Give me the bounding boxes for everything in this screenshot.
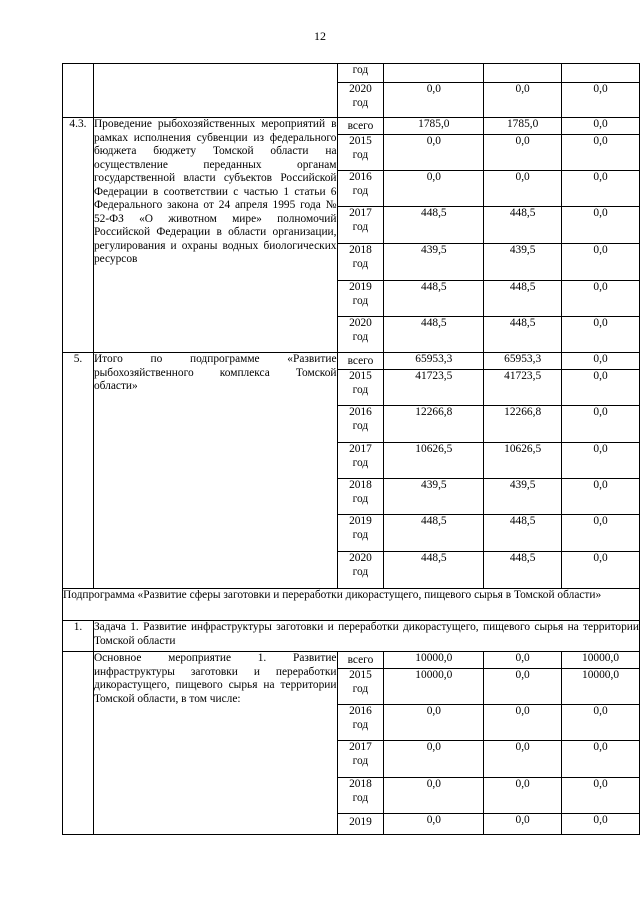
value-total: 0,0 [384,171,484,207]
value-regional: 439,5 [484,244,562,281]
value-total: 0,0 [384,778,484,814]
year-cell [337,171,384,207]
year-suffix: год [352,148,369,161]
value-total: 10626,5 [384,443,484,479]
year-suffix: год [352,330,369,343]
year-cell [337,281,384,317]
year-cell [337,705,384,741]
value-total: 12266,8 [384,406,484,443]
value-regional: 0,0 [484,778,562,814]
value-regional: 448,5 [484,207,562,244]
item-4-3-description: Проведение рыбохозяйственных мероприятий в рамках исполнения субвенции из федерального бюджета бюджету Томской области на осуществление переданных органам государственной власти субъектов Российской Федерации в соответствии с частью 1 статьи 6 Федерального закона от 24 апреля 1995 года № 52-ФЗ «О животном мире» полномочий Российской Федерации в области организации, регулирования и охраны водных биологических ресурсов [93,118,337,353]
year-cell [337,370,384,406]
year-label: 2015 [349,370,372,382]
year-cell [337,353,384,370]
year-suffix: год [352,257,369,270]
value-total: 0,0 [384,83,484,118]
year-suffix: год [352,565,369,578]
year-cell [337,652,384,669]
year-cell [337,244,384,281]
value-other: 10000,0 [562,652,640,669]
value-other: 0,0 [562,552,640,589]
task-title: Задача 1. Развитие инфраструктуры заготовки и переработки дикорастущего, пищевого сырья на территории Томской области [93,621,639,652]
item-4-3-number: 4.3. [63,118,94,353]
year-suffix: год [352,220,369,233]
value-other: 0,0 [562,353,640,370]
year-cell [337,552,384,589]
value-regional: 448,5 [484,317,562,353]
row-number [63,64,94,118]
budget-table-body [63,64,640,835]
value-regional: 448,5 [484,552,562,589]
event-1-number [63,652,94,835]
value-other: 0,0 [562,135,640,171]
value-total: 1785,0 [384,118,484,135]
year-label: 2019 [349,281,372,293]
value-regional [484,64,562,83]
year-cell [337,778,384,814]
value-other: 10000,0 [562,669,640,705]
budget-table [62,63,640,835]
table-row [63,353,640,370]
year-label: 2017 [349,443,372,455]
item-5-description: Итого по подпрограмме «Развитие рыбохозяйственного комплекса Томской области» [93,353,337,589]
year-cell [337,118,384,135]
year-label: 2018 [349,778,372,790]
value-regional: 0,0 [484,135,562,171]
year-cell [337,317,384,353]
year-cell [337,207,384,244]
value-regional: 0,0 [484,741,562,778]
year-label: 2020 [349,83,372,95]
value-other: 0,0 [562,741,640,778]
value-total: 439,5 [384,244,484,281]
value-other: 0,0 [562,778,640,814]
value-total: 41723,5 [384,370,484,406]
year-cell [337,406,384,443]
year-cell [337,515,384,552]
value-other: 0,0 [562,171,640,207]
year-label: 2017 [349,207,372,219]
value-total: 0,0 [384,135,484,171]
value-regional: 10626,5 [484,443,562,479]
year-cell [337,479,384,515]
value-regional: 439,5 [484,479,562,515]
value-regional: 0,0 [484,83,562,118]
value-total: 0,0 [384,741,484,778]
year-label: 2018 [349,479,372,491]
value-regional: 1785,0 [484,118,562,135]
year-label: всего [347,355,374,367]
year-label: 2020 [349,552,372,564]
year-cell [337,64,384,83]
year-suffix: год [352,184,369,197]
value-other: 0,0 [562,281,640,317]
year-suffix: год [352,718,369,731]
year-suffix: год [352,456,369,469]
value-other: 0,0 [562,118,640,135]
year-label: 2016 [349,705,372,717]
value-regional: 12266,8 [484,406,562,443]
page-number: 12 [314,29,326,43]
row-description [93,64,337,118]
year-label: всего [347,654,374,666]
year-label: 2020 [349,317,372,329]
year-cell [337,669,384,705]
year-label: 2016 [349,406,372,418]
item-5-number: 5. [63,353,94,589]
value-total: 448,5 [384,317,484,353]
value-total [384,64,484,83]
value-regional: 0,0 [484,669,562,705]
value-regional: 0,0 [484,705,562,741]
value-total: 0,0 [384,814,484,835]
value-regional: 41723,5 [484,370,562,406]
value-other: 0,0 [562,515,640,552]
year-suffix: год [352,64,369,76]
table-row [63,64,640,83]
subprogram-title: Подпрограмма «Развитие сферы заготовки и переработки дикорастущего, пищевого сырья в Томской области» [63,589,640,621]
table-row [63,652,640,669]
value-total: 439,5 [384,479,484,515]
value-regional: 448,5 [484,515,562,552]
year-suffix: год [352,419,369,432]
value-other: 0,0 [562,443,640,479]
year-suffix: год [352,682,369,695]
value-other: 0,0 [562,244,640,281]
value-other: 0,0 [562,406,640,443]
year-suffix: год [352,791,369,804]
value-total: 448,5 [384,281,484,317]
value-regional: 0,0 [484,652,562,669]
year-cell [337,135,384,171]
year-label: 2019 [349,816,372,828]
year-cell [337,83,384,118]
year-suffix: год [352,383,369,396]
value-other: 0,0 [562,317,640,353]
value-total: 0,0 [384,705,484,741]
value-total: 10000,0 [384,652,484,669]
year-suffix: год [352,294,369,307]
value-regional: 448,5 [484,281,562,317]
year-label: 2017 [349,741,372,753]
value-other: 0,0 [562,814,640,835]
year-cell [337,814,384,835]
value-other [562,64,640,83]
value-total: 10000,0 [384,669,484,705]
table-row [63,118,640,135]
value-other: 0,0 [562,479,640,515]
value-other: 0,0 [562,83,640,118]
value-regional: 0,0 [484,171,562,207]
year-label: 2018 [349,244,372,256]
year-label: 2016 [349,171,372,183]
year-suffix: год [352,528,369,541]
value-regional: 0,0 [484,814,562,835]
year-suffix: год [352,96,369,109]
year-label: 2015 [349,669,372,681]
value-total: 65953,3 [384,353,484,370]
value-other: 0,0 [562,370,640,406]
event-1-description: Основное мероприятие 1. Развитие инфраструктуры заготовки и переработки дикорастущего, пищевого сырья на территории Томской области, в том числе: [93,652,337,835]
value-total: 448,5 [384,515,484,552]
year-suffix: год [352,492,369,505]
value-other: 0,0 [562,705,640,741]
task-number: 1. [63,621,94,652]
year-cell [337,443,384,479]
year-suffix: год [352,754,369,767]
value-other: 0,0 [562,207,640,244]
year-cell [337,741,384,778]
value-regional: 65953,3 [484,353,562,370]
task-row [63,621,640,652]
value-total: 448,5 [384,207,484,244]
year-label: 2019 [349,515,372,527]
value-total: 448,5 [384,552,484,589]
subprogram-row [63,589,640,621]
year-label: всего [347,120,374,132]
year-label: 2015 [349,135,372,147]
